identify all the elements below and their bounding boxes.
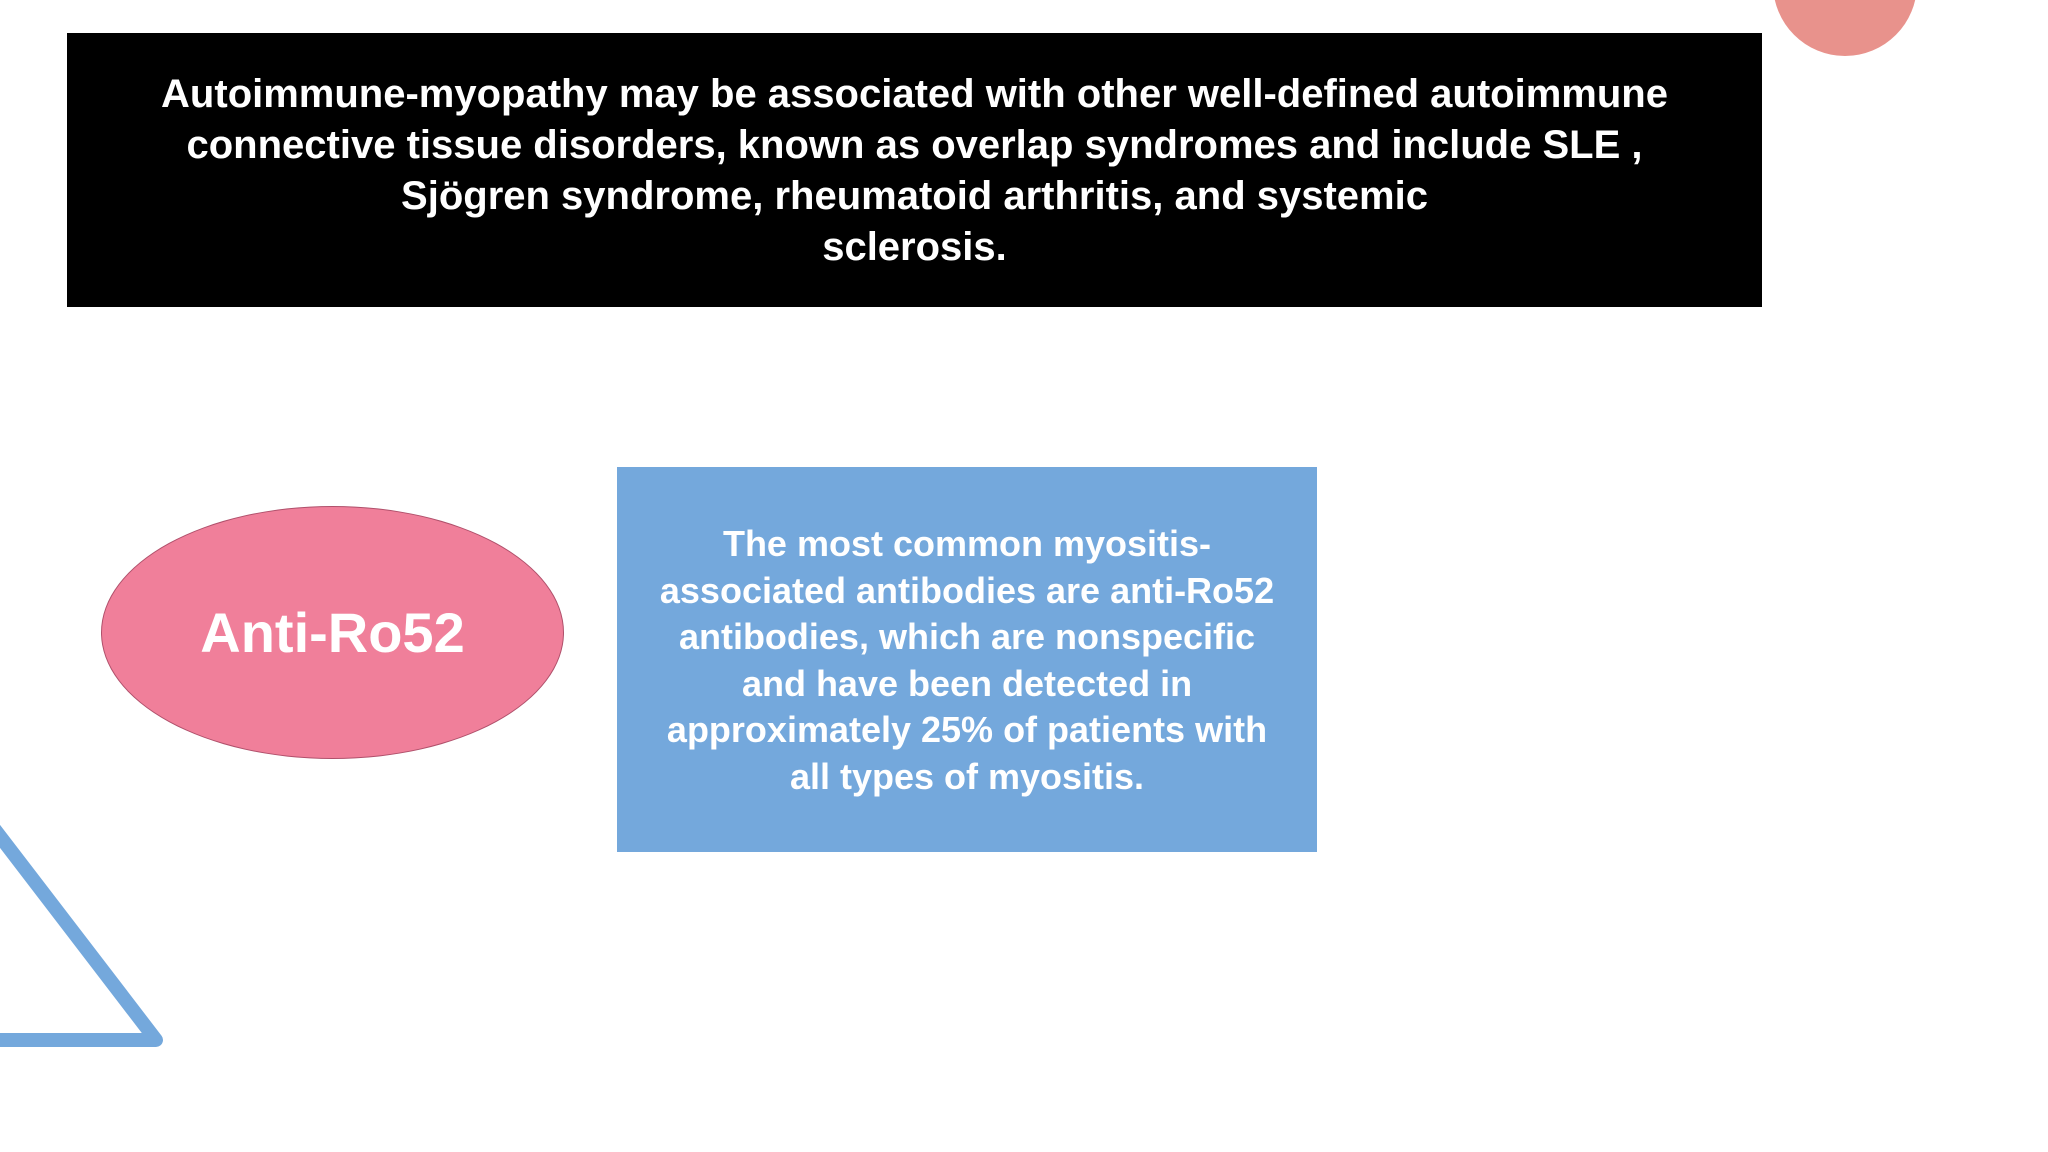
- ellipse-label: Anti-Ro52: [200, 600, 465, 664]
- decorative-circle: [1773, 0, 1917, 56]
- info-text: The most common myositis- associated antibodies are anti-Ro52 antibodies, which are nonspecific and have been detected in approximately 25% of patients with all types of myositis.: [659, 523, 1275, 797]
- title-text: Autoimmune-myopathy may be associated with other well-defined autoimmune connective tissue disorders, known as overlap syndromes and include SLE , Sjögren syndrome, rheumatoid arthritis, and systemic sclerosis.: [161, 72, 1668, 269]
- anti-ro52-ellipse: [101, 506, 564, 759]
- title-box: [67, 33, 1762, 307]
- decorative-triangle: [0, 740, 180, 1060]
- info-box: [617, 467, 1317, 852]
